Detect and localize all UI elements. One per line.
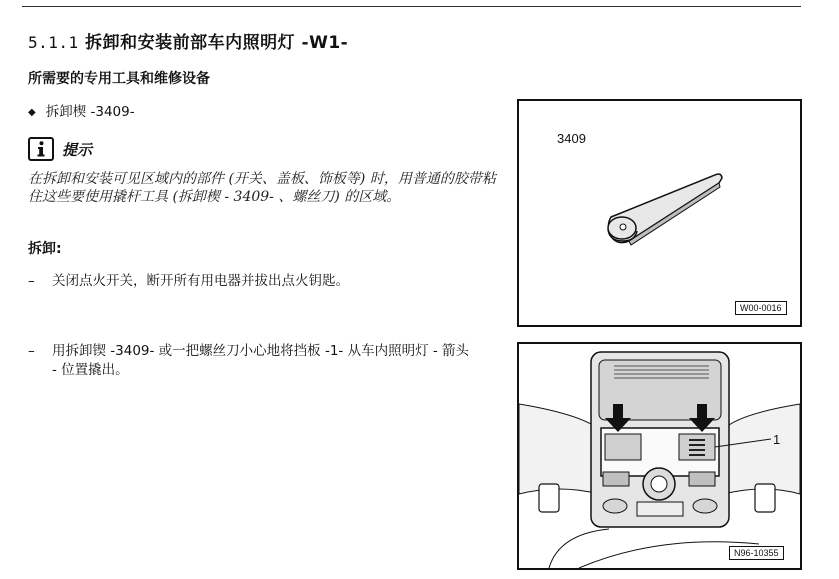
lamp-figure bbox=[517, 342, 802, 570]
removal-heading: 拆卸: bbox=[28, 241, 62, 257]
top-rule bbox=[22, 6, 801, 7]
step-text: 关闭点火开关，断开所有用电器并拔出点火钥匙。 bbox=[52, 273, 349, 289]
step-text: 用拆卸锲 -3409- 或一把螺丝刀小心地将挡板 -1- 从车内照明灯 - 箭头 - 位置撬出。 bbox=[52, 343, 470, 378]
page-title bbox=[28, 28, 348, 53]
step-dash: – bbox=[28, 273, 35, 289]
section-number: 5.1.1 bbox=[28, 33, 79, 52]
tip-text: 在拆卸和安装可见区域内的部件 (开关、盖板、饰板等) 时，用普通的胶带粘住这些要使用撬杆工具 (拆卸楔 - 3409- 、螺丝刀) 的区域。 bbox=[28, 171, 496, 205]
tip-label: 提示 bbox=[62, 140, 93, 159]
tools-heading: 所需要的专用工具和维修设备 bbox=[28, 71, 210, 87]
tool-part-label: 3409 bbox=[557, 131, 586, 146]
section-title: 拆卸和安装前部车内照明灯 -W1- bbox=[85, 33, 349, 53]
info-icon bbox=[28, 137, 54, 161]
tool-figure bbox=[517, 99, 802, 327]
diamond-bullet-icon: ◆ bbox=[28, 107, 36, 118]
lamp-figure-code: N96-10355 bbox=[729, 546, 784, 560]
tip-header bbox=[28, 137, 92, 161]
lamp-part-label: 1 bbox=[773, 432, 781, 447]
step-dash: – bbox=[28, 343, 35, 359]
removal-step bbox=[28, 272, 488, 291]
tool-figure-code: W00-0016 bbox=[735, 301, 787, 315]
removal-step bbox=[28, 342, 478, 380]
tool-list-item bbox=[28, 100, 135, 120]
interior-lamp-illustration bbox=[519, 344, 800, 568]
tool-item-label: 拆卸楔 -3409- bbox=[45, 104, 135, 120]
